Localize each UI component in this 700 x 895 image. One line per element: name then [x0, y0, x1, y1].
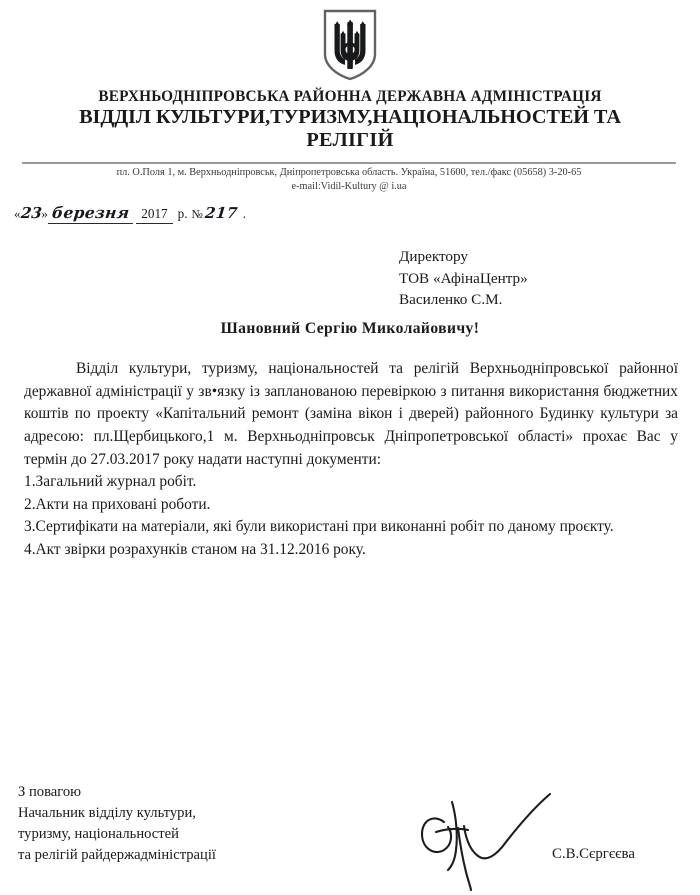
organization-department-name-line2: РЕЛІГІЙ [306, 129, 394, 152]
requested-documents-list [24, 471, 678, 562]
list-item: 1.Загальний журнал робіт. [24, 473, 197, 491]
dateline [14, 203, 246, 224]
date-day-handwritten: 23 [19, 204, 43, 222]
signer-title-line-1: Начальник відділу культури, [18, 805, 196, 822]
date-month-handwritten: березня [48, 203, 136, 224]
date-quote-close: » [41, 206, 48, 221]
date-quote-open: « [14, 206, 21, 221]
signer-title-line-2: туризму, національностей [18, 826, 179, 843]
registration-number-label: № [191, 207, 203, 221]
list-item: 3.Сертифікати на матеріали, які були використані при виконанні робіт по даному проєкту. [24, 518, 614, 536]
letter-body [24, 358, 678, 562]
email-address: e-mail:Vidil-Kultury @ i.ua [291, 180, 407, 192]
letterhead-divider [22, 162, 676, 164]
organization-administration-name: ВЕРХНЬОДНІПРОВСЬКА РАЙОННА ДЕРЖАВНА АДМІНІСТРАЦІЯ [98, 88, 602, 105]
addressee-position: Директору [399, 248, 469, 265]
organization-department-name-line1: ВІДДІЛ КУЛЬТУРИ,ТУРИЗМУ,НАЦІОНАЛЬНОСТЕЙ ТА [79, 106, 621, 129]
postal-address: пл. О.Поля 1, м. Верхньодніпровськ, Дніпропетровська область. Україна, 51600, тел./факс (05658) 3-20-65 [116, 167, 582, 178]
addressee-company: ТОВ «АфінаЦентр» [399, 269, 528, 287]
dateline-trailing-dot: . [242, 206, 247, 221]
signer-title-line-3: та релігій райдержадміністрації [18, 847, 216, 864]
letterhead [18, 88, 682, 152]
list-item: 4.Акт звірки розрахунків станом на 31.12.2016 року. [24, 541, 366, 559]
contact-details [22, 166, 676, 194]
date-year: 2017 [136, 206, 172, 224]
body-paragraph: Відділ культури, туризму, національностей та релігій Верхньодніпровської районної державної адміністрації у зв•язку із запланованою перевіркою з питання використання бюджетних коштів по проекту «Капітальний ремонт (заміна вікон і дверей) районного Будинку культури за адресою: пл.Щербицького,1 м. Верхньодніпровськ Дніпропетровської області» прохає Вас у термін до 27.03.2017 року надати наступні документи: [24, 360, 678, 468]
handwritten-signature-icon [408, 786, 588, 894]
date-year-suffix: р. [177, 206, 188, 221]
salutation: Шановний Сергію Миколайовичу! [220, 320, 480, 337]
addressee-person: Василенко С.М. [399, 291, 503, 309]
list-item: 2.Акти на приховані роботи. [24, 495, 211, 513]
signature-block [18, 782, 216, 867]
closing-phrase: З повагою [18, 784, 82, 800]
signer-name: С.В.Сєргєєва [552, 846, 635, 862]
coat-of-arms-emblem [0, 8, 700, 87]
registration-number-handwritten: 217 [204, 204, 239, 222]
addressee-block [399, 246, 528, 311]
